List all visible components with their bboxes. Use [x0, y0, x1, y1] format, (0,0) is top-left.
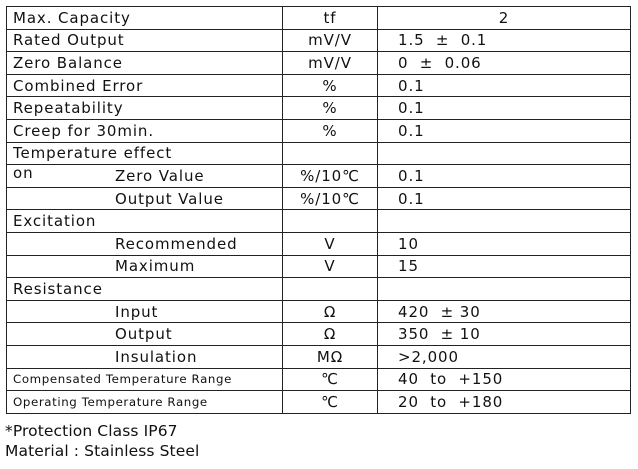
spec-unit [283, 142, 378, 165]
spec-lead-text: on [13, 164, 34, 183]
spec-unit: mV/V [283, 29, 378, 52]
spec-value: 0.1 [378, 119, 631, 142]
specification-table [6, 6, 631, 414]
spec-value: 15 [378, 255, 631, 278]
spec-value [378, 278, 631, 301]
spec-name: Creep for 30min. [7, 119, 283, 142]
spec-value: 0.1 [378, 97, 631, 120]
table-row [7, 323, 631, 346]
table-row [7, 142, 631, 165]
spec-name: Combined Error [7, 74, 283, 97]
spec-name: Rated Output [7, 29, 283, 52]
spec-name: Recommended [7, 232, 283, 255]
table-row [7, 255, 631, 278]
spec-value: 40 to +150 [378, 368, 631, 391]
table-row [7, 165, 631, 188]
protection-class-note: *Protection Class IP67 [5, 422, 178, 440]
spec-value: 0.1 [378, 165, 631, 188]
spec-unit: %/10℃ [283, 165, 378, 188]
spec-value: 0.1 [378, 74, 631, 97]
spec-unit: tf [283, 7, 378, 30]
table-row [7, 187, 631, 210]
table-row [7, 278, 631, 301]
spec-unit [283, 278, 378, 301]
spec-unit: ℃ [283, 391, 378, 414]
spec-group-title: Temperature effect [7, 142, 283, 165]
spec-group-title: Excitation [7, 210, 283, 233]
spec-name: Input [7, 300, 283, 323]
spec-unit: V [283, 255, 378, 278]
spec-unit: % [283, 74, 378, 97]
table-row [7, 74, 631, 97]
spec-name: Compensated Temperature Range [7, 368, 283, 391]
spec-value: 0.1 [378, 187, 631, 210]
spec-unit: % [283, 97, 378, 120]
spec-name: Operating Temperature Range [7, 391, 283, 414]
spec-name: Max. Capacity [7, 7, 283, 30]
spec-unit: Ω [283, 323, 378, 346]
table-row [7, 52, 631, 75]
spec-name: Output Value [7, 187, 283, 210]
spec-unit: ℃ [283, 368, 378, 391]
spec-value: >2,000 [378, 345, 631, 368]
spec-name: Repeatability [7, 97, 283, 120]
spec-unit [283, 210, 378, 233]
table-row [7, 29, 631, 52]
spec-value [378, 142, 631, 165]
spec-value: 420 ± 30 [378, 300, 631, 323]
table-row [7, 210, 631, 233]
table-row [7, 97, 631, 120]
table-row [7, 300, 631, 323]
spec-value: 10 [378, 232, 631, 255]
table-row [7, 119, 631, 142]
table-row [7, 7, 631, 30]
spec-name: Zero Balance [7, 52, 283, 75]
table-row [7, 368, 631, 391]
spec-unit: % [283, 119, 378, 142]
spec-name: Insulation [7, 345, 283, 368]
spec-value: 0 ± 0.06 [378, 52, 631, 75]
spec-value: 1.5 ± 0.1 [378, 29, 631, 52]
table-row [7, 345, 631, 368]
spec-unit: Ω [283, 300, 378, 323]
spec-name-cell [7, 165, 283, 188]
spec-unit: V [283, 232, 378, 255]
spec-value: 2 [378, 7, 631, 30]
material-note: Material : Stainless Steel [5, 442, 200, 460]
table-row [7, 232, 631, 255]
spec-value [378, 210, 631, 233]
table-row [7, 391, 631, 414]
spec-group-title: Resistance [7, 278, 283, 301]
spec-value: 20 to +180 [378, 391, 631, 414]
spec-name: Output [7, 323, 283, 346]
spec-value: 350 ± 10 [378, 323, 631, 346]
spec-unit: %/10℃ [283, 187, 378, 210]
spec-unit: MΩ [283, 345, 378, 368]
spec-name: Maximum [7, 255, 283, 278]
spec-unit: mV/V [283, 52, 378, 75]
spec-name: Zero Value [115, 166, 205, 185]
